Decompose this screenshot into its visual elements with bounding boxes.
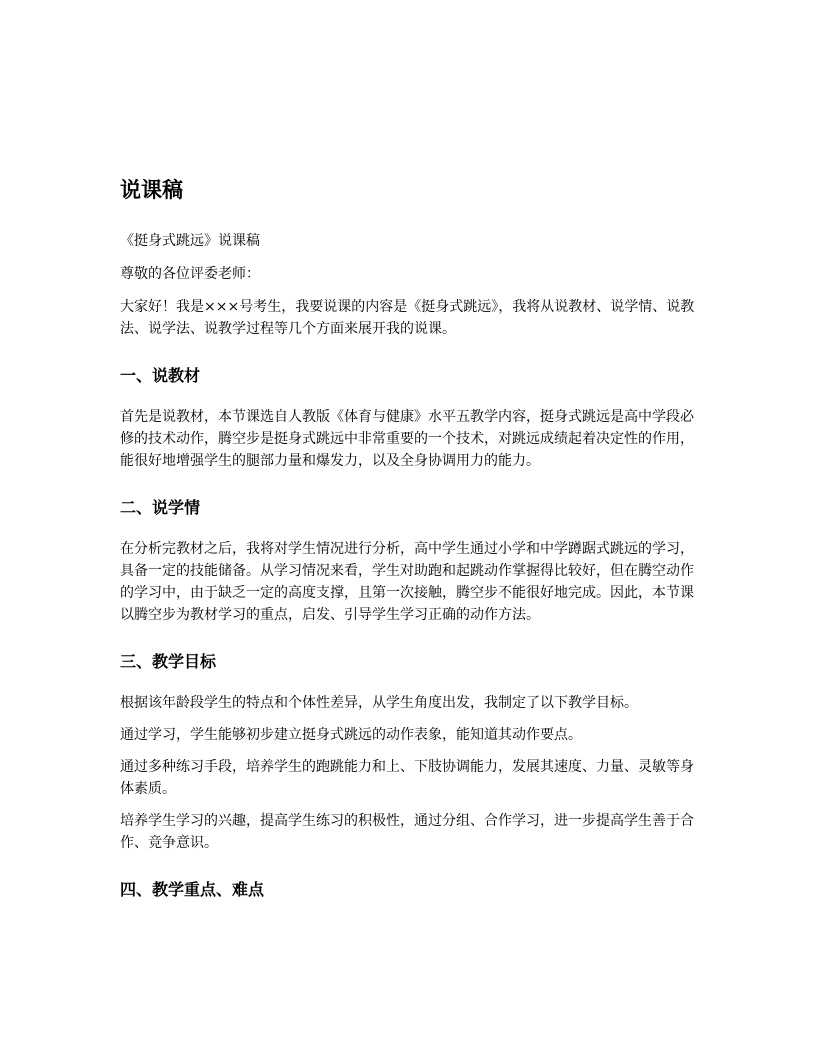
section-heading-textbook: 一、说教材 bbox=[120, 366, 201, 385]
intro-paragraph: 大家好！我是×××号考生，我要说课的内容是《挺身式跳远》，我将从说教材、说学情、说教法、说学法、说教学过程等几个方面来展开我的说课。 bbox=[120, 299, 695, 337]
objectives-paragraph: 通过学习，学生能够初步建立挺身式跳远的动作表象，能知道其动作要点。 bbox=[120, 727, 582, 743]
section-heading-key-points: 四、教学重点、难点 bbox=[120, 880, 265, 899]
document-page bbox=[120, 172, 698, 920]
section-students-paragraph: 在分析完教材之后，我将对学生情况进行分析，高中学生通过小学和中学蹲踞式跳远的学习，具备一定的技能储备。从学习情况来看，学生对助跑和起跳动作掌握得比较好，但在腾空动作的学习中，由于缺乏一定的高度支撑，且第一次接触，腾空步不能很好地完成。因此，本节课以腾空步为教材学习的重点，启发、引导学生学习正确的动作方法。 bbox=[120, 541, 694, 623]
document-title: 说课稿 bbox=[120, 178, 183, 202]
section-heading-objectives: 三、教学目标 bbox=[120, 652, 217, 671]
document-subtitle: 《挺身式跳远》说课稿 bbox=[120, 233, 260, 249]
objectives-paragraph: 培养学生学习的兴趣，提高学生练习的积极性，通过分组、合作学习，进一步提高学生善于合作、竞争意识。 bbox=[120, 813, 694, 851]
greeting: 尊敬的各位评委老师： bbox=[120, 266, 260, 282]
objectives-paragraph: 通过多种练习手段，培养学生的跑跳能力和上、下肢协调能力，发展其速度、力量、灵敏等身体素质。 bbox=[120, 759, 694, 797]
objectives-paragraph: 根据该年龄段学生的特点和个体性差异，从学生角度出发，我制定了以下教学目标。 bbox=[120, 695, 638, 711]
section-textbook-paragraph: 首先是说教材，本节课选自人教版《体育与健康》水平五教学内容，挺身式跳远是高中学段必修的技术动作，腾空步是挺身式跳远中非常重要的一个技术，对跳远成绩起着决定性的作用，能很好地增强学生的腿部力量和爆发力，以及全身协调用力的能力。 bbox=[120, 409, 694, 469]
section-heading-students: 二、说学情 bbox=[120, 498, 201, 517]
